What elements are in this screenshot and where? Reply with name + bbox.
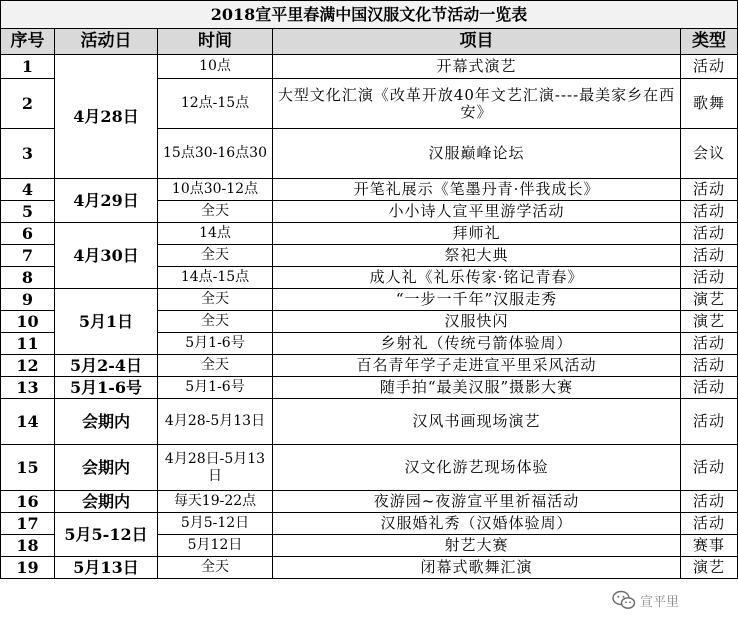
wechat-icon bbox=[612, 590, 636, 610]
row-no: 6 bbox=[1, 223, 55, 245]
time-cell: 14点-15点 bbox=[158, 267, 273, 289]
time-cell: 全天 bbox=[158, 355, 273, 377]
table-row bbox=[1, 399, 738, 445]
time-cell: 10点 bbox=[158, 55, 273, 79]
day-cell: 5月1日 bbox=[55, 289, 158, 355]
header-day: 活动日 bbox=[55, 29, 158, 55]
table-row bbox=[1, 557, 738, 579]
row-no: 11 bbox=[1, 333, 55, 355]
type-cell: 活动 bbox=[681, 223, 738, 245]
time-cell: 每天19-22点 bbox=[158, 491, 273, 513]
time-cell: 4月28-5月13日 bbox=[158, 399, 273, 445]
type-cell: 活动 bbox=[681, 55, 738, 79]
day-cell: 会期内 bbox=[55, 399, 158, 445]
table-row bbox=[1, 355, 738, 377]
item-cell: “一步一千年”汉服走秀 bbox=[273, 289, 681, 311]
table-row bbox=[1, 55, 738, 79]
watermark bbox=[612, 588, 679, 612]
table-row bbox=[1, 377, 738, 399]
item-cell: 成人礼《礼乐传家·铭记青春》 bbox=[273, 267, 681, 289]
row-no: 15 bbox=[1, 445, 55, 491]
type-cell: 赛事 bbox=[681, 535, 738, 557]
item-cell: 拜师礼 bbox=[273, 223, 681, 245]
row-no: 9 bbox=[1, 289, 55, 311]
row-no: 12 bbox=[1, 355, 55, 377]
table-row bbox=[1, 513, 738, 535]
time-cell: 5月1-6号 bbox=[158, 333, 273, 355]
row-no: 14 bbox=[1, 399, 55, 445]
table-row bbox=[1, 289, 738, 311]
item-cell: 汉风书画现场演艺 bbox=[273, 399, 681, 445]
type-cell: 演艺 bbox=[681, 289, 738, 311]
item-cell: 开笔礼展示《笔墨丹青·伴我成长》 bbox=[273, 179, 681, 201]
row-no: 4 bbox=[1, 179, 55, 201]
type-cell: 演艺 bbox=[681, 557, 738, 579]
time-cell: 全天 bbox=[158, 201, 273, 223]
time-cell: 全天 bbox=[158, 245, 273, 267]
type-cell: 活动 bbox=[681, 267, 738, 289]
type-cell: 活动 bbox=[681, 377, 738, 399]
type-cell: 活动 bbox=[681, 201, 738, 223]
type-cell: 活动 bbox=[681, 333, 738, 355]
header-type: 类型 bbox=[681, 29, 738, 55]
type-cell: 活动 bbox=[681, 179, 738, 201]
type-cell: 活动 bbox=[681, 355, 738, 377]
item-cell: 闭幕式歌舞汇演 bbox=[273, 557, 681, 579]
row-no: 2 bbox=[1, 79, 55, 129]
table-row bbox=[1, 491, 738, 513]
day-cell: 5月5-12日 bbox=[55, 513, 158, 557]
day-cell: 4月30日 bbox=[55, 223, 158, 289]
row-no: 17 bbox=[1, 513, 55, 535]
row-no: 10 bbox=[1, 311, 55, 333]
day-cell: 4月29日 bbox=[55, 179, 158, 223]
time-cell: 14点 bbox=[158, 223, 273, 245]
header-row bbox=[1, 29, 738, 55]
time-cell: 5月1-6号 bbox=[158, 377, 273, 399]
time-cell: 全天 bbox=[158, 289, 273, 311]
item-cell: 汉服巅峰论坛 bbox=[273, 129, 681, 179]
time-cell: 10点30-12点 bbox=[158, 179, 273, 201]
row-no: 18 bbox=[1, 535, 55, 557]
item-cell: 百名青年学子走进宣平里采风活动 bbox=[273, 355, 681, 377]
time-cell: 5月5-12日 bbox=[158, 513, 273, 535]
item-cell: 夜游园~夜游宣平里祈福活动 bbox=[273, 491, 681, 513]
row-no: 8 bbox=[1, 267, 55, 289]
type-cell: 活动 bbox=[681, 399, 738, 445]
day-cell: 5月1-6号 bbox=[55, 377, 158, 399]
time-cell: 4月28日-5月13日 bbox=[158, 445, 273, 491]
type-cell: 演艺 bbox=[681, 311, 738, 333]
day-cell: 会期内 bbox=[55, 491, 158, 513]
header-item: 项目 bbox=[273, 29, 681, 55]
header-time: 时间 bbox=[158, 29, 273, 55]
type-cell: 活动 bbox=[681, 445, 738, 491]
time-cell: 5月12日 bbox=[158, 535, 273, 557]
item-cell: 小小诗人宣平里游学活动 bbox=[273, 201, 681, 223]
day-cell: 4月28日 bbox=[55, 55, 158, 179]
row-no: 3 bbox=[1, 129, 55, 179]
item-cell: 汉服快闪 bbox=[273, 311, 681, 333]
row-no: 5 bbox=[1, 201, 55, 223]
time-cell: 全天 bbox=[158, 311, 273, 333]
item-cell: 汉文化游艺现场体验 bbox=[273, 445, 681, 491]
table-row bbox=[1, 179, 738, 201]
table-title: 2018宣平里春满中国汉服文化节活动一览表 bbox=[1, 1, 738, 29]
item-cell: 乡射礼（传统弓箭体验周） bbox=[273, 333, 681, 355]
day-cell: 5月13日 bbox=[55, 557, 158, 579]
row-no: 19 bbox=[1, 557, 55, 579]
day-cell: 会期内 bbox=[55, 445, 158, 491]
type-cell: 活动 bbox=[681, 491, 738, 513]
type-cell: 会议 bbox=[681, 129, 738, 179]
day-cell: 5月2-4日 bbox=[55, 355, 158, 377]
item-cell: 汉服婚礼秀（汉婚体验周） bbox=[273, 513, 681, 535]
watermark-text: 宣平里 bbox=[640, 594, 680, 610]
row-no: 1 bbox=[1, 55, 55, 79]
header-no: 序号 bbox=[1, 29, 55, 55]
item-cell: 大型文化汇演《改革开放40年文艺汇演----最美家乡在西安》 bbox=[273, 79, 681, 129]
type-cell: 歌舞 bbox=[681, 79, 738, 129]
row-no: 16 bbox=[1, 491, 55, 513]
item-cell: 射艺大赛 bbox=[273, 535, 681, 557]
time-cell: 全天 bbox=[158, 557, 273, 579]
type-cell: 活动 bbox=[681, 513, 738, 535]
row-no: 7 bbox=[1, 245, 55, 267]
table-row bbox=[1, 445, 738, 491]
time-cell: 12点-15点 bbox=[158, 79, 273, 129]
table-row bbox=[1, 223, 738, 245]
item-cell: 祭祀大典 bbox=[273, 245, 681, 267]
type-cell: 活动 bbox=[681, 245, 738, 267]
time-cell: 15点30-16点30 bbox=[158, 129, 273, 179]
row-no: 13 bbox=[1, 377, 55, 399]
item-cell: 随手拍“最美汉服”摄影大赛 bbox=[273, 377, 681, 399]
item-cell: 开幕式演艺 bbox=[273, 55, 681, 79]
